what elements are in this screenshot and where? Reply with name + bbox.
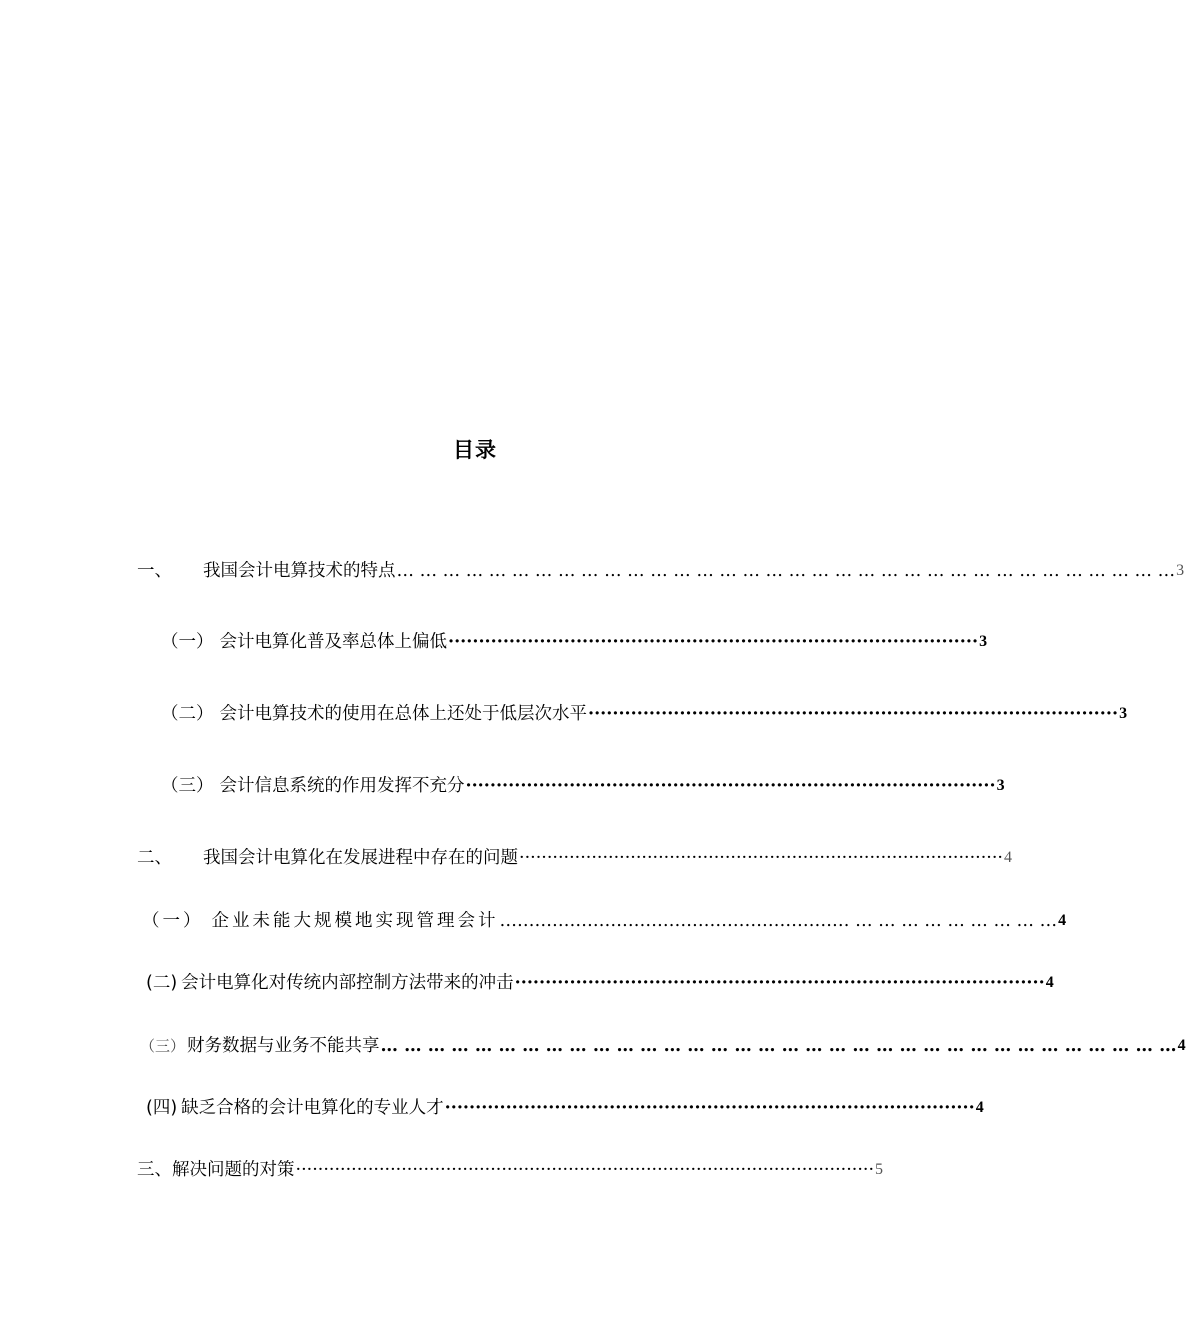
toc-entry-text: 会计电算技术的使用在总体上还处于低层次水平 xyxy=(219,704,587,724)
toc-leader-dots: ········································································································ xyxy=(295,1160,875,1180)
toc-entry[interactable] xyxy=(146,1095,984,1121)
toc-entry-text: 会计电算化对传统内部控制方法带来的冲击 xyxy=(181,973,514,993)
toc-entry[interactable] xyxy=(161,629,988,655)
toc-entry-page-number: 3 xyxy=(1119,705,1128,722)
toc-entry-text: 缺乏合格的会计电算化的专业人才 xyxy=(181,1098,444,1118)
toc-leader-dots: ······················································································· xyxy=(465,776,996,796)
toc-entry-page-number: 3 xyxy=(979,633,988,650)
toc-entry-number: （一） xyxy=(161,632,214,652)
toc-entry-text: 我国会计电算化在发展进程中存在的问题 xyxy=(203,848,518,868)
toc-entry[interactable] xyxy=(146,970,1054,996)
toc-entry[interactable] xyxy=(137,558,1185,584)
toc-entry-text: 会计信息系统的作用发挥不充分 xyxy=(219,776,465,796)
toc-entry-number: 一、 xyxy=(137,561,172,581)
toc-entry-page-number: 3 xyxy=(1176,562,1185,579)
toc-leader-dots: ······················································································· xyxy=(444,1098,975,1118)
toc-entry-text: 我国会计电算技术的特点 xyxy=(203,561,396,581)
toc-title: 目录 xyxy=(453,438,497,462)
toc-entry-page-number: 4 xyxy=(1045,974,1054,991)
toc-entry-number: （三） xyxy=(161,776,214,796)
toc-entry[interactable] xyxy=(137,845,1012,871)
toc-entry[interactable] xyxy=(137,1157,884,1183)
toc-entry-page-number: 4 xyxy=(1058,912,1067,929)
toc-entry-page-number: 4 xyxy=(1003,849,1012,866)
toc-entry[interactable] xyxy=(142,908,1067,934)
toc-entry[interactable] xyxy=(161,773,1005,799)
toc-entry-number: 三、 xyxy=(137,1160,172,1180)
toc-entry-text: 会计电算化普及率总体上偏低 xyxy=(219,632,447,652)
toc-leader-dots: ······················································································· xyxy=(514,973,1045,993)
toc-entry[interactable] xyxy=(161,701,1128,727)
toc-entry-number: (四) xyxy=(146,1098,178,1118)
toc-entry-page-number: 4 xyxy=(975,1099,984,1116)
toc-entry-number: (二) xyxy=(146,973,178,993)
toc-entry-text: 财务数据与业务不能共享 xyxy=(187,1036,380,1056)
toc-leader-dots: …………………………………………………… … … … … … … … … … xyxy=(499,911,1058,931)
toc-entry[interactable] xyxy=(140,1033,1186,1059)
toc-entry-number: （二） xyxy=(161,704,214,724)
toc-entry-text: 解决问题的对策 xyxy=(172,1160,295,1180)
toc-entry-number: 二、 xyxy=(137,848,172,868)
toc-entry-text: 企业未能大规模地实现管理会计 xyxy=(211,911,499,931)
toc-leader-dots: ······················································································· xyxy=(588,704,1119,724)
toc-leader-dots: … … … … … … … … … … … … … … … … … … … … … … … … … … … … … … … … … … xyxy=(396,561,1176,581)
toc-entry-number: （三） xyxy=(140,1037,186,1055)
toc-entry-number: （一） xyxy=(142,911,204,931)
toc-leader-dots: ······················································································· xyxy=(519,848,1003,868)
toc-leader-dots: ······················································································· xyxy=(448,632,979,652)
toc-entry-page-number: 5 xyxy=(875,1161,884,1178)
toc-leader-dots: … … … … … … … … … … … … … … … … … … … … … … … … … … … … … … … … … … xyxy=(380,1036,1177,1056)
toc-entry-page-number: 4 xyxy=(1177,1037,1186,1054)
toc-entry-page-number: 3 xyxy=(996,777,1005,794)
